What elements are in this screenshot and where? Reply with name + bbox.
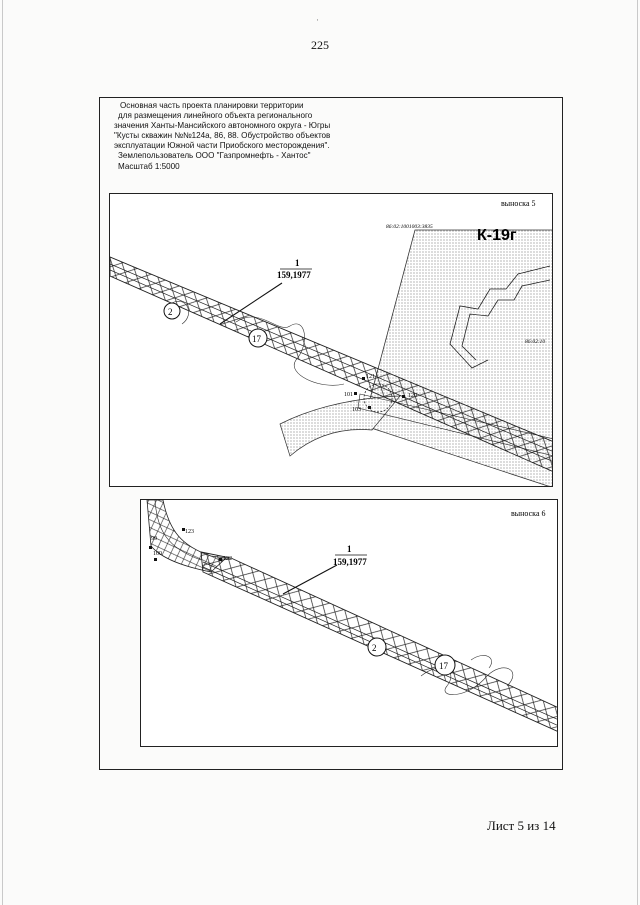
callout-title: выноска 5 — [501, 199, 536, 208]
point-label: 100 — [153, 551, 162, 557]
page-edge-right — [637, 0, 638, 905]
point-label: 121 — [366, 374, 375, 380]
point-label: 122 — [223, 556, 232, 562]
header-line: значения Ханты-Мансийского автономного округа - Югры — [114, 121, 331, 131]
parcel-number: 86:02:10 — [525, 339, 546, 345]
circle-label: 17 — [252, 334, 261, 344]
fraction-bottom: 159,1977 — [333, 557, 367, 567]
page-number: 225 — [311, 38, 329, 52]
header-line: Масштаб 1:5000 — [118, 161, 180, 171]
project-header — [114, 101, 368, 172]
header-line: Основная часть проекта планировки территории — [120, 101, 304, 110]
point-label: 120 — [408, 393, 417, 399]
header-line: для размещения линейного объекта регионального — [118, 111, 313, 121]
header-line: Землепользователь ООО "Газпромнефть - Хантос" — [118, 151, 311, 161]
page-edge-left — [2, 0, 3, 905]
circle-label: 2 — [168, 307, 173, 317]
fraction-top: 1 — [347, 544, 352, 554]
point-label: 99 — [151, 536, 157, 542]
header-line: "Кусты скважин №№124а, 86, 88. Обустройство объектов — [114, 131, 331, 141]
callout-6-map — [140, 499, 558, 747]
parcel-number: 86:02:1001003:3835 — [386, 224, 433, 230]
fraction-bottom: 159,1977 — [277, 270, 311, 280]
well-cluster-label: К-19г — [477, 227, 517, 244]
point-label: 123 — [185, 529, 194, 535]
callout-title: выноска 6 — [511, 509, 546, 518]
scan-speck: · — [316, 15, 319, 25]
circle-marker — [368, 638, 386, 656]
point-label: 101 — [344, 392, 353, 398]
point-label: 103 — [352, 407, 361, 413]
sheet-counter: Лист 5 из 14 — [487, 818, 556, 833]
header-line: эксплуатации Южной части Приобского месторождения". — [114, 141, 330, 151]
circle-label: 17 — [439, 661, 448, 671]
fraction-top: 1 — [295, 258, 300, 268]
callout-5-map — [109, 193, 553, 487]
circle-label: 2 — [372, 643, 377, 653]
